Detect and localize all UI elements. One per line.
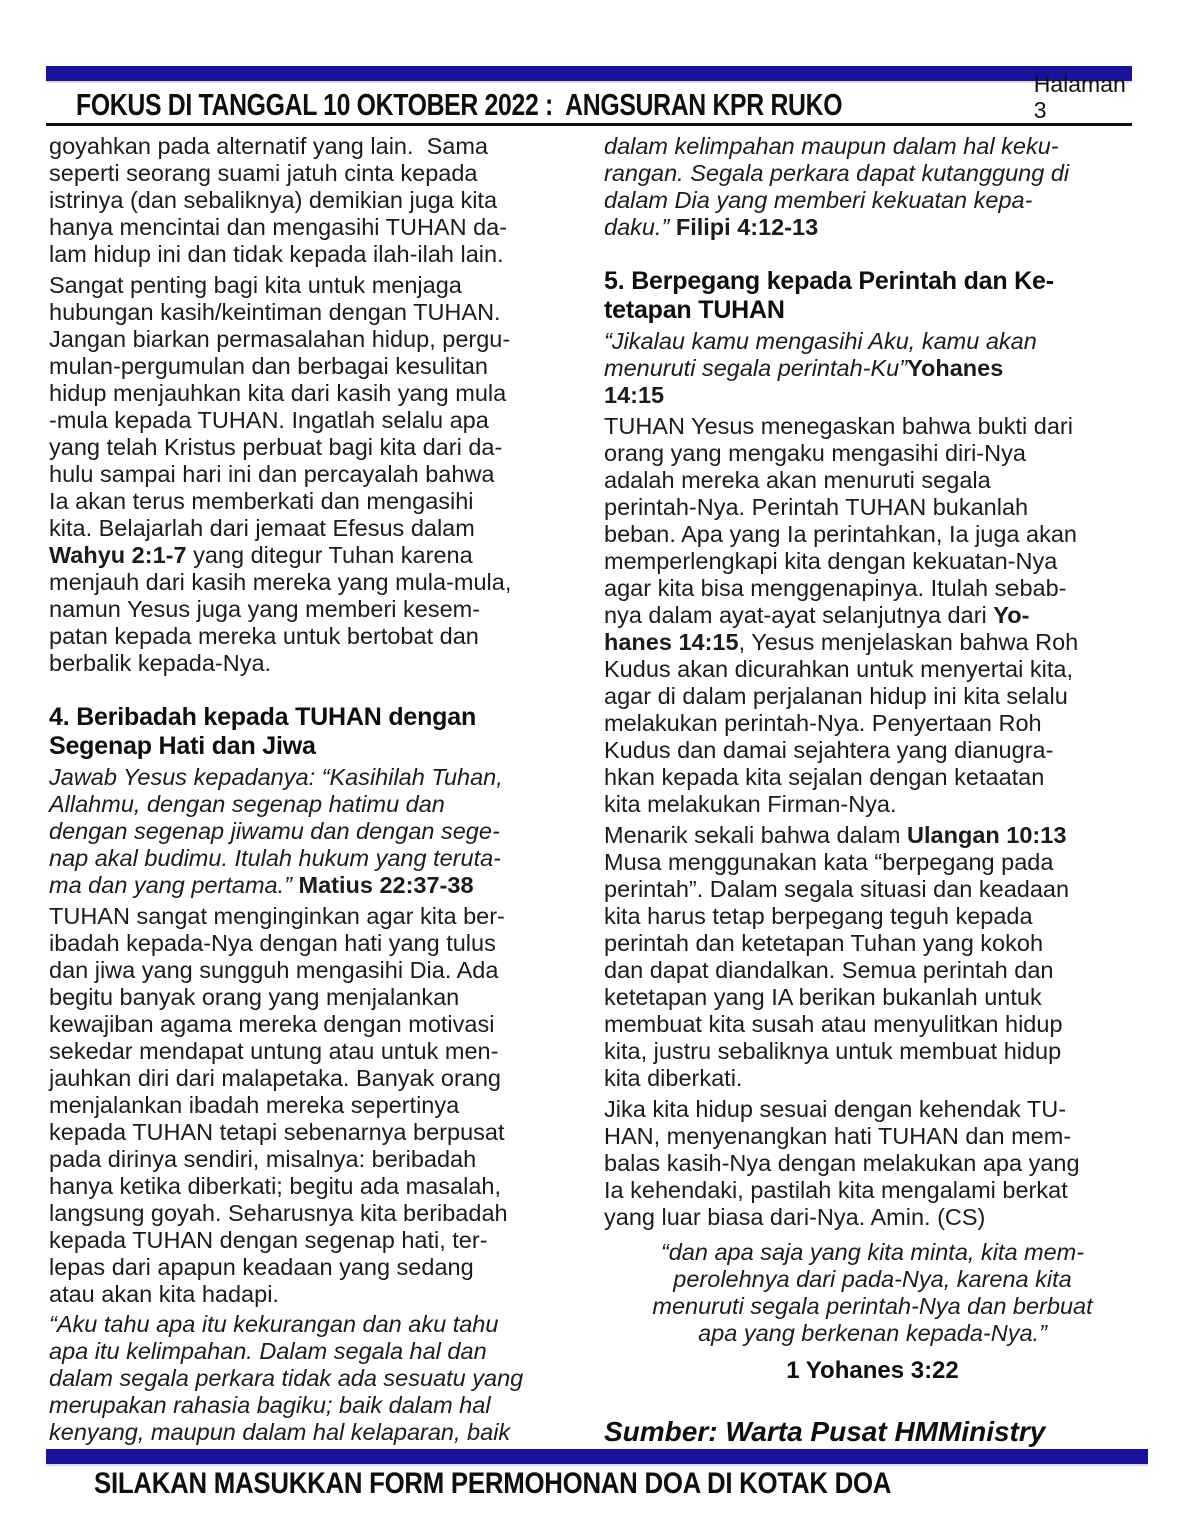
text-line: seperti seorang suami jatuh cinta kepada	[49, 160, 478, 186]
text-line: HAN, menyenangkan hati TUHAN dan mem-	[604, 1123, 1072, 1149]
text-line: agar di dalam perjalanan hidup ini kita selalu	[604, 683, 1068, 709]
header-rule	[46, 123, 1132, 126]
text-line: ibadah kepada-Nya dengan hati yang tulus	[49, 930, 496, 956]
text-line: Kudus dan damai sejahtera yang dianugra-	[604, 737, 1054, 763]
text-line: kita. Belajarlah dari jemaat Efesus dalam	[49, 515, 475, 541]
text-line: 5. Berpegang kepada Perintah dan Ke-	[604, 267, 1054, 295]
top-accent-bar	[46, 66, 1132, 83]
text-line: perolehnya dari pada-Nya, karena kita	[673, 1266, 1072, 1292]
text-line: perintah-Nya. Perintah TUHAN bukanlah	[604, 494, 1029, 520]
text-line: apa itu kelimpahan. Dalam segala hal dan	[49, 1338, 487, 1364]
text-line: hanya ketika diberkati; begitu ada masalah,	[49, 1173, 502, 1199]
text-line: Sangat penting bagi kita untuk menjaga	[49, 272, 462, 298]
text-line: agar kita bisa menggenapinya. Itulah sebab-	[604, 575, 1067, 601]
text-line: menjauh dari kasih mereka yang mula-mula,	[49, 569, 512, 595]
text-line: hkan kepada kita sejalan dengan ketaatan	[604, 764, 1045, 790]
text-line: balas kasih-Nya dengan melakukan apa yang	[604, 1150, 1080, 1176]
text-line: dan dapat diandalkan. Semua perintah dan	[604, 957, 1054, 983]
text-line: 14:15	[604, 382, 665, 408]
text-line: berbalik kepada-Nya.	[49, 650, 272, 676]
text-line: orang yang mengaku mengasihi diri-Nya	[604, 440, 1026, 466]
page-number: Halaman 3	[1033, 71, 1126, 123]
paragraph-yohanes	[604, 413, 1141, 818]
text-line: kewajiban agama mereka dengan motivasi	[49, 1011, 495, 1037]
text-line: kepada TUHAN tetapi sebenarnya berpusat	[49, 1119, 505, 1145]
text-line: “Aku tahu apa itu kekurangan dan aku tahu	[49, 1311, 499, 1337]
text-line: merupakan rahasia bagiku; baik dalam hal	[49, 1392, 491, 1418]
text-line: 4. Beribadah kepada TUHAN dengan	[49, 703, 477, 731]
text-line: perintah”. Dalam segala situasi dan keadaan	[604, 876, 1070, 902]
text-line: Segenap Hati dan Jiwa	[49, 732, 316, 760]
text-line: goyahkan pada alternatif yang lain. Sama	[49, 133, 488, 159]
text-line: apa yang berkenan kepada-Nya.”	[698, 1320, 1047, 1346]
text-line: beban. Apa yang Ia perintahkan, Ia juga akan	[604, 521, 1077, 547]
paragraph-ulangan	[604, 822, 1141, 1092]
text-line: hubungan kasih/keintiman dengan TUHAN.	[49, 299, 501, 325]
matius-quote	[49, 764, 586, 899]
column-left	[49, 133, 586, 1446]
text-line: kita harus tetap berpegang teguh kepada	[604, 903, 1033, 929]
text-line: melakukan perintah-Nya. Penyertaan Roh	[604, 710, 1042, 736]
text-line: langsung goyah. Seharusnya kita beribadah	[49, 1200, 508, 1226]
text-line: hidup menjauhkan kita dari kasih yang mula	[49, 380, 507, 406]
yohanes-3-22-reference	[604, 1357, 1141, 1384]
text-line: Jangan biarkan permasalahan hidup, pergu-	[49, 326, 511, 352]
text-line: kenyang, maupun dalam hal kelaparan, baik	[49, 1419, 511, 1445]
text-line: membuat kita susah atau menyulitkan hidup	[604, 1011, 1063, 1037]
text-line: rangan. Segala perkara dapat kutanggung di	[604, 160, 1070, 186]
text-line: Allahmu, dengan segenap hatimu dan	[49, 791, 445, 817]
paragraph-ibadah	[49, 903, 586, 1308]
footer-banner: SILAKAN MASUKKAN FORM PERMOHONAN DOA DI KOTAK DOA	[94, 1467, 892, 1500]
section-5-heading	[604, 267, 1141, 325]
text-line: Ia akan terus memberkati dan mengasihi	[49, 488, 474, 514]
text-line: hanya mencintai dan mengasihi TUHAN da-	[49, 214, 508, 240]
text-line: menuruti segala perintah-Ku”Yohanes	[604, 355, 1004, 381]
header-title: FOKUS DI TANGGAL 10 OKTOBER 2022 : ANGSURAN KPR RUKO	[76, 87, 843, 122]
article-body	[49, 133, 1141, 1446]
text-line: Musa menggunakan kata “berpegang pada	[604, 849, 1054, 875]
text-line: pada dirinya sendiri, misalnya: beribadah	[49, 1146, 477, 1172]
text-line: lam hidup ini dan tidak kepada ilah-ilah lain.	[49, 241, 504, 267]
paragraph-kehendak	[604, 1096, 1141, 1231]
text-line: adalah mereka akan menuruti segala	[604, 467, 991, 493]
source-line	[604, 1418, 1141, 1445]
text-line: tetapan TUHAN	[604, 296, 785, 324]
text-line: menjalankan ibadah mereka sepertinya	[49, 1092, 460, 1118]
text-line: begitu banyak orang yang menjalankan	[49, 984, 460, 1010]
text-line: atau akan kita hadapi.	[49, 1281, 279, 1307]
text-line: nap akal budimu. Itulah hukum yang teruta-	[49, 845, 501, 871]
continued-paragraph	[49, 133, 586, 268]
text-line: kita melakukan Firman-Nya.	[604, 791, 897, 817]
text-line: Sumber: Warta Pusat HMMinistry	[604, 1416, 1046, 1447]
text-line: dengan segenap jiwamu dan dengan sege-	[49, 818, 500, 844]
text-line: -mula kepada TUHAN. Ingatlah selalu apa	[49, 407, 489, 433]
text-line: istrinya (dan sebaliknya) demikian juga kita	[49, 187, 498, 213]
yohanes-14-15-quote	[604, 328, 1141, 409]
yohanes-3-22-quote	[604, 1239, 1141, 1347]
text-line: Menarik sekali bahwa dalam Ulangan 10:13	[604, 822, 1067, 848]
footer-accent-bar	[46, 1449, 1148, 1466]
text-line: sekedar mendapat untung atau untuk men-	[49, 1038, 499, 1064]
text-line: hulu sampai hari ini dan percayalah bahwa	[49, 461, 495, 487]
section-4-heading	[49, 703, 586, 761]
filipi-quote-start	[49, 1311, 586, 1446]
text-line: hanes 14:15, Yesus menjelaskan bahwa Roh	[604, 629, 1079, 655]
text-line: perintah dan ketetapan Tuhan yang kokoh	[604, 930, 1044, 956]
text-line: lepas dari apapun keadaan yang sedang	[49, 1254, 474, 1280]
text-line: TUHAN Yesus menegaskan bahwa bukti dari	[604, 413, 1073, 439]
text-line: menuruti segala perintah-Nya dan berbuat	[652, 1293, 1093, 1319]
text-line: yang luar biasa dari-Nya. Amin. (CS)	[604, 1204, 986, 1230]
text-line: memperlengkapi kita dengan kekuatan-Nya	[604, 548, 1058, 574]
text-line: ma dan yang pertama.” Matius 22:37-38	[49, 872, 474, 898]
text-line: mulan-pergumulan dan berbagai kesulitan	[49, 353, 488, 379]
text-line: kita, justru sebaliknya untuk membuat hidup	[604, 1038, 1062, 1064]
text-line: dalam Dia yang memberi kekuatan kepa-	[604, 187, 1033, 213]
text-line: patan kepada mereka untuk bertobat dan	[49, 623, 479, 649]
text-line: “dan apa saja yang kita minta, kita mem-	[660, 1239, 1085, 1265]
text-line: dalam kelimpahan maupun dalam hal keku-	[604, 133, 1059, 159]
text-line: namun Yesus juga yang memberi kesem-	[49, 596, 481, 622]
text-line: 1 Yohanes 3:22	[786, 1357, 959, 1384]
page-header	[46, 71, 1132, 123]
text-line: kita diberkati.	[604, 1065, 743, 1091]
text-line: Jika kita hidup sesuai dengan kehendak TU-	[604, 1096, 1067, 1122]
text-line: nya dalam ayat-ayat selanjutnya dari Yo-	[604, 602, 1030, 628]
text-line: Jawab Yesus kepadanya: “Kasihilah Tuhan,	[49, 764, 503, 790]
text-line: daku.” Filipi 4:12-13	[604, 214, 819, 240]
text-line: Ia kehendaki, pastilah kita mengalami berkat	[604, 1177, 1068, 1203]
text-line: kepada TUHAN dengan segenap hati, ter-	[49, 1227, 488, 1253]
text-line: jauhkan diri dari malapetaka. Banyak orang	[49, 1065, 501, 1091]
text-line: Kudus akan dicurahkan untuk menyertai kita,	[604, 656, 1073, 682]
text-line: dalam segala perkara tidak ada sesuatu yang	[49, 1365, 524, 1391]
paragraph-keintiman	[49, 272, 586, 677]
text-line: dan jiwa yang sungguh mengasihi Dia. Ada	[49, 957, 499, 983]
text-line: Wahyu 2:1-7 yang ditegur Tuhan karena	[49, 542, 473, 568]
text-line: TUHAN sangat menginginkan agar kita ber-	[49, 903, 505, 929]
text-line: “Jikalau kamu mengasihi Aku, kamu akan	[604, 328, 1037, 354]
text-line: yang telah Kristus perbuat bagi kita dari da-	[49, 434, 503, 460]
filipi-quote-end	[604, 133, 1141, 241]
text-line: ketetapan yang IA berikan bukanlah untuk	[604, 984, 1042, 1010]
column-right	[604, 133, 1141, 1446]
